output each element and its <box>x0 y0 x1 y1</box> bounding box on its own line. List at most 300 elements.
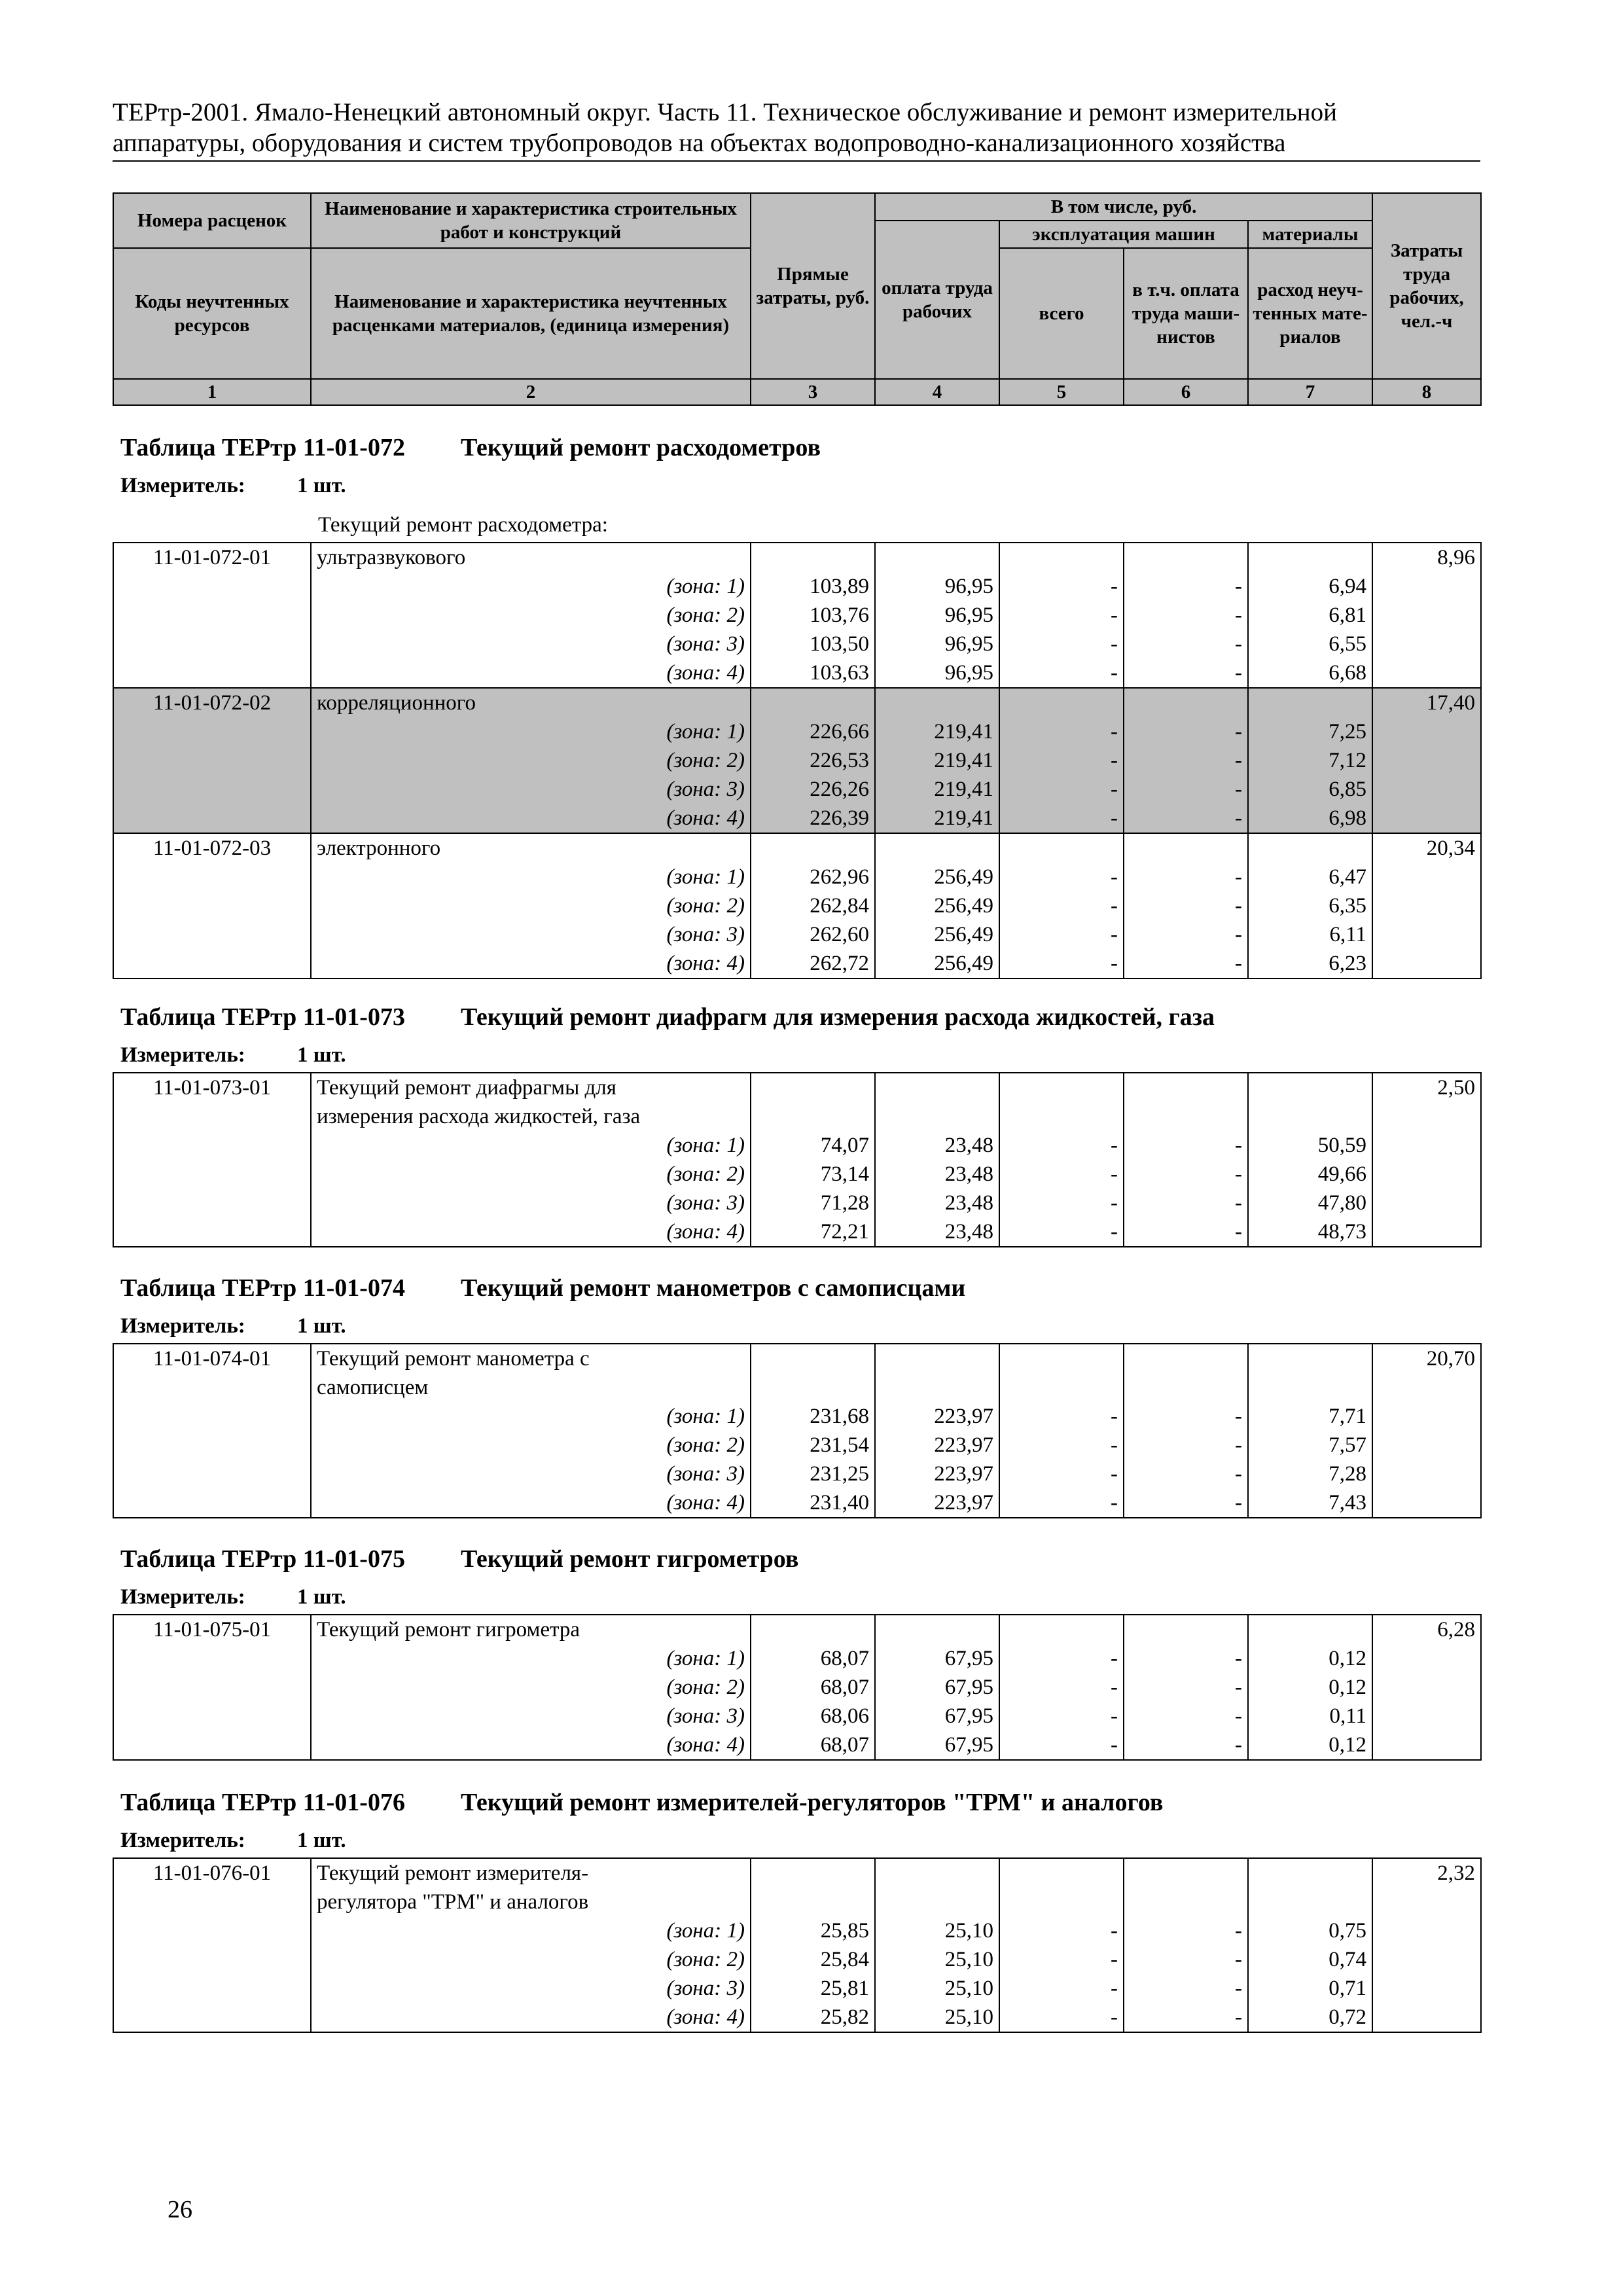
col-total: всего <box>999 248 1124 379</box>
zone-row <box>113 1431 1481 1460</box>
empty-cell <box>113 1673 311 1702</box>
empty-cell <box>875 833 999 863</box>
machines-total: - <box>999 891 1124 920</box>
direct-costs: 262,84 <box>751 891 875 920</box>
zone-row <box>113 1731 1481 1760</box>
unit-value: 1 шт. <box>297 1043 346 1067</box>
zone-row <box>113 1131 1481 1160</box>
empty-cell <box>1124 1615 1248 1644</box>
empty-cell <box>1372 1460 1481 1488</box>
empty-cell <box>875 1888 999 1916</box>
zone-label: (зона: 1) <box>311 1402 751 1431</box>
empty-cell <box>1372 1916 1481 1945</box>
direct-costs: 25,81 <box>751 1974 875 2003</box>
rate-code: 11-01-072-01 <box>113 543 311 572</box>
rates-table <box>113 1857 1482 2033</box>
direct-costs: 68,07 <box>751 1644 875 1673</box>
empty-cell <box>113 1731 311 1760</box>
machinists-pay: - <box>1124 1916 1248 1945</box>
empty-cell <box>999 833 1124 863</box>
unit-line <box>120 1829 346 1853</box>
section-code: Таблица ТЕРтр 11-01-074 <box>120 1274 405 1302</box>
empty-cell <box>113 891 311 920</box>
zone-label: (зона: 2) <box>311 1945 751 1974</box>
zone-row <box>113 1974 1481 2003</box>
direct-costs: 74,07 <box>751 1131 875 1160</box>
zone-row <box>113 601 1481 630</box>
direct-costs: 73,14 <box>751 1160 875 1189</box>
empty-cell <box>1372 1945 1481 1974</box>
workers-pay: 67,95 <box>875 1644 999 1673</box>
workers-pay: 223,97 <box>875 1402 999 1431</box>
machinists-pay: - <box>1124 891 1248 920</box>
rate-name: регулятора "ТРМ" и аналогов <box>311 1888 751 1916</box>
materials-cost: 6,11 <box>1248 920 1372 949</box>
empty-cell <box>751 1858 875 1888</box>
col-number: 8 <box>1372 379 1481 405</box>
machines-total: - <box>999 1131 1124 1160</box>
empty-cell <box>1372 1673 1481 1702</box>
direct-costs: 103,76 <box>751 601 875 630</box>
materials-cost: 6,23 <box>1248 949 1372 978</box>
materials-cost: 0,12 <box>1248 1644 1372 1673</box>
empty-cell <box>1372 920 1481 949</box>
machinists-pay: - <box>1124 1460 1248 1488</box>
unit-line <box>120 1585 346 1609</box>
empty-cell <box>1372 1131 1481 1160</box>
machinists-pay: - <box>1124 1402 1248 1431</box>
empty-cell <box>1124 1073 1248 1102</box>
rate-item <box>113 1858 1481 2032</box>
empty-cell <box>113 863 311 891</box>
empty-cell <box>1248 1344 1372 1373</box>
workers-pay: 223,97 <box>875 1460 999 1488</box>
direct-costs: 25,85 <box>751 1916 875 1945</box>
rate-item <box>113 1615 1481 1760</box>
col-unaccounted-names: Наименование и характеристика неучтенных расценками материалов, (единица измерения) <box>311 248 751 379</box>
empty-cell <box>113 601 311 630</box>
machinists-pay: - <box>1124 2003 1248 2032</box>
empty-cell <box>1372 1217 1481 1247</box>
zone-label: (зона: 3) <box>311 1702 751 1731</box>
workers-pay: 256,49 <box>875 891 999 920</box>
empty-cell <box>1124 1858 1248 1888</box>
materials-cost: 0,12 <box>1248 1731 1372 1760</box>
col-including: В том числе, руб. <box>875 193 1372 221</box>
machines-total: - <box>999 1673 1124 1702</box>
empty-cell <box>113 746 311 775</box>
workers-pay: 256,49 <box>875 920 999 949</box>
labor-cost: 6,28 <box>1372 1615 1481 1644</box>
workers-pay: 219,41 <box>875 717 999 746</box>
empty-cell <box>1372 1702 1481 1731</box>
zone-row <box>113 775 1481 804</box>
empty-cell <box>113 630 311 658</box>
empty-cell <box>1248 833 1372 863</box>
machines-total: - <box>999 1160 1124 1189</box>
empty-cell <box>113 1189 311 1217</box>
materials-cost: 47,80 <box>1248 1189 1372 1217</box>
direct-costs: 262,96 <box>751 863 875 891</box>
col-number: 4 <box>875 379 999 405</box>
unit-label: Измеритель: <box>120 474 245 497</box>
unit-label: Измеритель: <box>120 1043 245 1067</box>
name-row <box>113 688 1481 717</box>
empty-cell <box>1372 804 1481 833</box>
empty-cell <box>999 1073 1124 1102</box>
empty-cell <box>113 572 311 601</box>
empty-cell <box>1372 891 1481 920</box>
section-code: Таблица ТЕРтр 11-01-075 <box>120 1545 405 1573</box>
empty-cell <box>1248 1888 1372 1916</box>
rate-name: Текущий ремонт гигрометра <box>311 1615 751 1644</box>
zone-row <box>113 1916 1481 1945</box>
machinists-pay: - <box>1124 775 1248 804</box>
zone-row <box>113 658 1481 688</box>
machinists-pay: - <box>1124 1673 1248 1702</box>
empty-cell <box>875 543 999 572</box>
empty-cell <box>751 1073 875 1102</box>
workers-pay: 25,10 <box>875 1945 999 1974</box>
machines-total: - <box>999 1916 1124 1945</box>
rate-name: корреляционного <box>311 688 751 717</box>
machinists-pay: - <box>1124 1702 1248 1731</box>
empty-cell <box>1124 1102 1248 1131</box>
empty-cell <box>1124 1888 1248 1916</box>
section-heading: Текущий ремонт расходометров <box>461 434 821 461</box>
col-incl-machinists: в т.ч. оплата труда маши-нистов <box>1124 248 1248 379</box>
zone-row <box>113 1945 1481 1974</box>
section-title <box>120 1788 1163 1817</box>
direct-costs: 71,28 <box>751 1189 875 1217</box>
materials-cost: 6,47 <box>1248 863 1372 891</box>
empty-cell <box>1372 1488 1481 1518</box>
machinists-pay: - <box>1124 920 1248 949</box>
rates-table <box>113 1072 1482 1247</box>
empty-cell <box>999 1344 1124 1373</box>
empty-cell <box>113 1916 311 1945</box>
empty-cell <box>113 1488 311 1518</box>
empty-cell <box>1248 1373 1372 1402</box>
workers-pay: 23,48 <box>875 1217 999 1247</box>
zone-label: (зона: 3) <box>311 1974 751 2003</box>
machinists-pay: - <box>1124 1974 1248 2003</box>
rate-item <box>113 543 1481 688</box>
col-number: 3 <box>751 379 875 405</box>
empty-cell <box>751 1344 875 1373</box>
zone-label: (зона: 1) <box>311 1644 751 1673</box>
machinists-pay: - <box>1124 804 1248 833</box>
zone-row <box>113 1160 1481 1189</box>
rate-item <box>113 833 1481 978</box>
direct-costs: 262,60 <box>751 920 875 949</box>
unit-line <box>120 474 346 498</box>
empty-cell <box>999 1615 1124 1644</box>
zone-label: (зона: 4) <box>311 1731 751 1760</box>
zone-label: (зона: 1) <box>311 863 751 891</box>
zone-row <box>113 746 1481 775</box>
zone-label: (зона: 1) <box>311 717 751 746</box>
empty-cell <box>1372 1189 1481 1217</box>
empty-cell <box>875 688 999 717</box>
direct-costs: 72,21 <box>751 1217 875 1247</box>
col-name-characteristics: Наименование и характеристика строительных работ и конструкций <box>311 193 751 248</box>
empty-cell <box>113 804 311 833</box>
machinists-pay: - <box>1124 746 1248 775</box>
empty-cell <box>875 1344 999 1373</box>
labor-cost: 20,70 <box>1372 1344 1481 1373</box>
empty-cell <box>113 1131 311 1160</box>
col-machine-operation: эксплуатация машин <box>999 221 1248 248</box>
zone-row <box>113 1189 1481 1217</box>
machines-total: - <box>999 1644 1124 1673</box>
rate-code: 11-01-075-01 <box>113 1615 311 1644</box>
rate-code <box>113 1888 311 1916</box>
empty-cell <box>1248 543 1372 572</box>
workers-pay: 67,95 <box>875 1702 999 1731</box>
machines-total: - <box>999 630 1124 658</box>
zone-row <box>113 920 1481 949</box>
empty-cell <box>113 1460 311 1488</box>
workers-pay: 23,48 <box>875 1131 999 1160</box>
direct-costs: 231,68 <box>751 1402 875 1431</box>
unit-value: 1 шт. <box>297 1585 346 1609</box>
materials-cost: 6,98 <box>1248 804 1372 833</box>
empty-cell <box>751 688 875 717</box>
rates-table <box>113 542 1482 979</box>
materials-cost: 0,11 <box>1248 1702 1372 1731</box>
workers-pay: 23,48 <box>875 1160 999 1189</box>
materials-cost: 7,28 <box>1248 1460 1372 1488</box>
zone-label: (зона: 3) <box>311 630 751 658</box>
unit-label: Измеритель: <box>120 1829 245 1852</box>
workers-pay: 219,41 <box>875 804 999 833</box>
zone-label: (зона: 4) <box>311 2003 751 2032</box>
name-row <box>113 1858 1481 1888</box>
empty-cell <box>1248 688 1372 717</box>
col-labor-costs: Затраты труда рабочих, чел.-ч <box>1372 193 1481 379</box>
empty-cell <box>113 658 311 688</box>
machines-total: - <box>999 601 1124 630</box>
empty-cell <box>1372 717 1481 746</box>
empty-cell <box>1372 1974 1481 2003</box>
zone-row <box>113 1488 1481 1518</box>
direct-costs: 231,25 <box>751 1460 875 1488</box>
empty-cell <box>751 543 875 572</box>
empty-cell <box>113 775 311 804</box>
empty-cell <box>113 1945 311 1974</box>
machines-total: - <box>999 1402 1124 1431</box>
materials-cost: 6,94 <box>1248 572 1372 601</box>
labor-cost: 2,32 <box>1372 1858 1481 1888</box>
rate-code: 11-01-072-02 <box>113 688 311 717</box>
direct-costs: 231,54 <box>751 1431 875 1460</box>
zone-label: (зона: 4) <box>311 804 751 833</box>
machinists-pay: - <box>1124 949 1248 978</box>
empty-cell <box>1124 1344 1248 1373</box>
col-workers-pay: оплата труда рабочих <box>875 221 999 379</box>
zone-row <box>113 1673 1481 1702</box>
machinists-pay: - <box>1124 1160 1248 1189</box>
materials-cost: 0,71 <box>1248 1974 1372 2003</box>
workers-pay: 96,95 <box>875 630 999 658</box>
empty-cell <box>875 1858 999 1888</box>
machines-total: - <box>999 1488 1124 1518</box>
workers-pay: 256,49 <box>875 949 999 978</box>
zone-label: (зона: 4) <box>311 949 751 978</box>
machines-total: - <box>999 1460 1124 1488</box>
empty-cell <box>1372 1160 1481 1189</box>
col-number: 1 <box>113 379 311 405</box>
materials-cost: 48,73 <box>1248 1217 1372 1247</box>
machinists-pay: - <box>1124 1131 1248 1160</box>
machines-total: - <box>999 1702 1124 1731</box>
rate-item <box>113 688 1481 833</box>
empty-cell <box>999 1373 1124 1402</box>
name-row <box>113 1344 1481 1373</box>
empty-cell <box>1372 746 1481 775</box>
empty-cell <box>999 688 1124 717</box>
empty-cell <box>1372 863 1481 891</box>
rate-code: 11-01-074-01 <box>113 1344 311 1373</box>
direct-costs: 226,26 <box>751 775 875 804</box>
empty-cell <box>999 1102 1124 1131</box>
direct-costs: 262,72 <box>751 949 875 978</box>
rate-name: Текущий ремонт измерителя- <box>311 1858 751 1888</box>
machinists-pay: - <box>1124 1488 1248 1518</box>
workers-pay: 23,48 <box>875 1189 999 1217</box>
zone-label: (зона: 1) <box>311 1131 751 1160</box>
machines-total: - <box>999 1189 1124 1217</box>
name-row <box>113 1073 1481 1102</box>
empty-cell <box>875 1102 999 1131</box>
page-number: 26 <box>168 2196 192 2223</box>
direct-costs: 103,50 <box>751 630 875 658</box>
workers-pay: 96,95 <box>875 658 999 688</box>
section-title <box>120 1274 965 1302</box>
unit-value: 1 шт. <box>297 1314 346 1338</box>
machinists-pay: - <box>1124 1644 1248 1673</box>
empty-cell <box>751 1373 875 1402</box>
zone-label: (зона: 4) <box>311 658 751 688</box>
rate-code: 11-01-073-01 <box>113 1073 311 1102</box>
empty-cell <box>113 1402 311 1431</box>
empty-cell <box>113 1974 311 2003</box>
empty-cell <box>1248 1858 1372 1888</box>
zone-row <box>113 717 1481 746</box>
workers-pay: 67,95 <box>875 1673 999 1702</box>
unit-label: Измеритель: <box>120 1314 245 1338</box>
machinists-pay: - <box>1124 863 1248 891</box>
machines-total: - <box>999 863 1124 891</box>
direct-costs: 231,40 <box>751 1488 875 1518</box>
section-heading: Текущий ремонт диафрагм для измерения расхода жидкостей, газа <box>461 1003 1215 1031</box>
col-number: 2 <box>311 379 751 405</box>
labor-cost <box>1372 1888 1481 1916</box>
section-title <box>120 1545 798 1573</box>
zone-label: (зона: 3) <box>311 920 751 949</box>
rate-code: 11-01-076-01 <box>113 1858 311 1888</box>
zone-label: (зона: 2) <box>311 891 751 920</box>
col-number: 7 <box>1248 379 1372 405</box>
machines-total: - <box>999 746 1124 775</box>
materials-cost: 0,12 <box>1248 1673 1372 1702</box>
unit-line <box>120 1314 346 1338</box>
section-heading: Текущий ремонт измерителей-регуляторов "ТРМ" и аналогов <box>461 1789 1164 1816</box>
col-number: 6 <box>1124 379 1248 405</box>
empty-cell <box>999 1858 1124 1888</box>
header-line-1: ТЕРтр-2001. Ямало-Ненецкий автономный округ. Часть 11. Техническое обслуживание и ремонт измерительной <box>113 98 1337 126</box>
workers-pay: 219,41 <box>875 746 999 775</box>
workers-pay: 219,41 <box>875 775 999 804</box>
labor-cost: 20,34 <box>1372 833 1481 863</box>
materials-cost: 0,74 <box>1248 1945 1372 1974</box>
zone-row <box>113 1644 1481 1673</box>
labor-cost: 17,40 <box>1372 688 1481 717</box>
unit-line <box>120 1043 346 1067</box>
materials-cost: 7,57 <box>1248 1431 1372 1460</box>
section-title <box>120 1003 1215 1031</box>
workers-pay: 67,95 <box>875 1731 999 1760</box>
materials-cost: 6,35 <box>1248 891 1372 920</box>
machinists-pay: - <box>1124 1217 1248 1247</box>
unit-label: Измеритель: <box>120 1585 245 1609</box>
zone-label: (зона: 3) <box>311 1460 751 1488</box>
empty-cell <box>1248 1102 1372 1131</box>
empty-cell <box>999 543 1124 572</box>
empty-cell <box>113 1702 311 1731</box>
empty-cell <box>999 1888 1124 1916</box>
workers-pay: 256,49 <box>875 863 999 891</box>
machinists-pay: - <box>1124 1189 1248 1217</box>
rate-code: 11-01-072-03 <box>113 833 311 863</box>
col-unaccounted-materials: расход неуч-тенных мате-риалов <box>1248 248 1372 379</box>
labor-cost <box>1372 1102 1481 1131</box>
labor-cost <box>1372 1373 1481 1402</box>
materials-cost: 6,68 <box>1248 658 1372 688</box>
name-row <box>113 1615 1481 1644</box>
section-preface: Текущий ремонт расходометра: <box>318 513 608 537</box>
name-row <box>113 833 1481 863</box>
labor-cost: 2,50 <box>1372 1073 1481 1102</box>
machinists-pay: - <box>1124 1731 1248 1760</box>
empty-cell <box>113 1217 311 1247</box>
col-unaccounted-codes: Коды неучтенных ресурсов <box>113 248 311 379</box>
unit-value: 1 шт. <box>297 474 346 497</box>
zone-label: (зона: 1) <box>311 572 751 601</box>
materials-cost: 7,43 <box>1248 1488 1372 1518</box>
direct-costs: 68,07 <box>751 1673 875 1702</box>
empty-cell <box>113 949 311 978</box>
zone-label: (зона: 3) <box>311 775 751 804</box>
machinists-pay: - <box>1124 717 1248 746</box>
empty-cell <box>1372 775 1481 804</box>
section-code: Таблица ТЕРтр 11-01-072 <box>120 434 405 461</box>
direct-costs: 25,84 <box>751 1945 875 1974</box>
direct-costs: 103,89 <box>751 572 875 601</box>
section-heading: Текущий ремонт гигрометров <box>461 1545 799 1573</box>
rates-table <box>113 1343 1482 1518</box>
materials-cost: 7,12 <box>1248 746 1372 775</box>
direct-costs: 68,07 <box>751 1731 875 1760</box>
rate-name: Текущий ремонт манометра с <box>311 1344 751 1373</box>
machines-total: - <box>999 1974 1124 2003</box>
materials-cost: 0,72 <box>1248 2003 1372 2032</box>
labor-cost: 8,96 <box>1372 543 1481 572</box>
empty-cell <box>1372 572 1481 601</box>
direct-costs: 103,63 <box>751 658 875 688</box>
name-row <box>113 1888 1481 1916</box>
